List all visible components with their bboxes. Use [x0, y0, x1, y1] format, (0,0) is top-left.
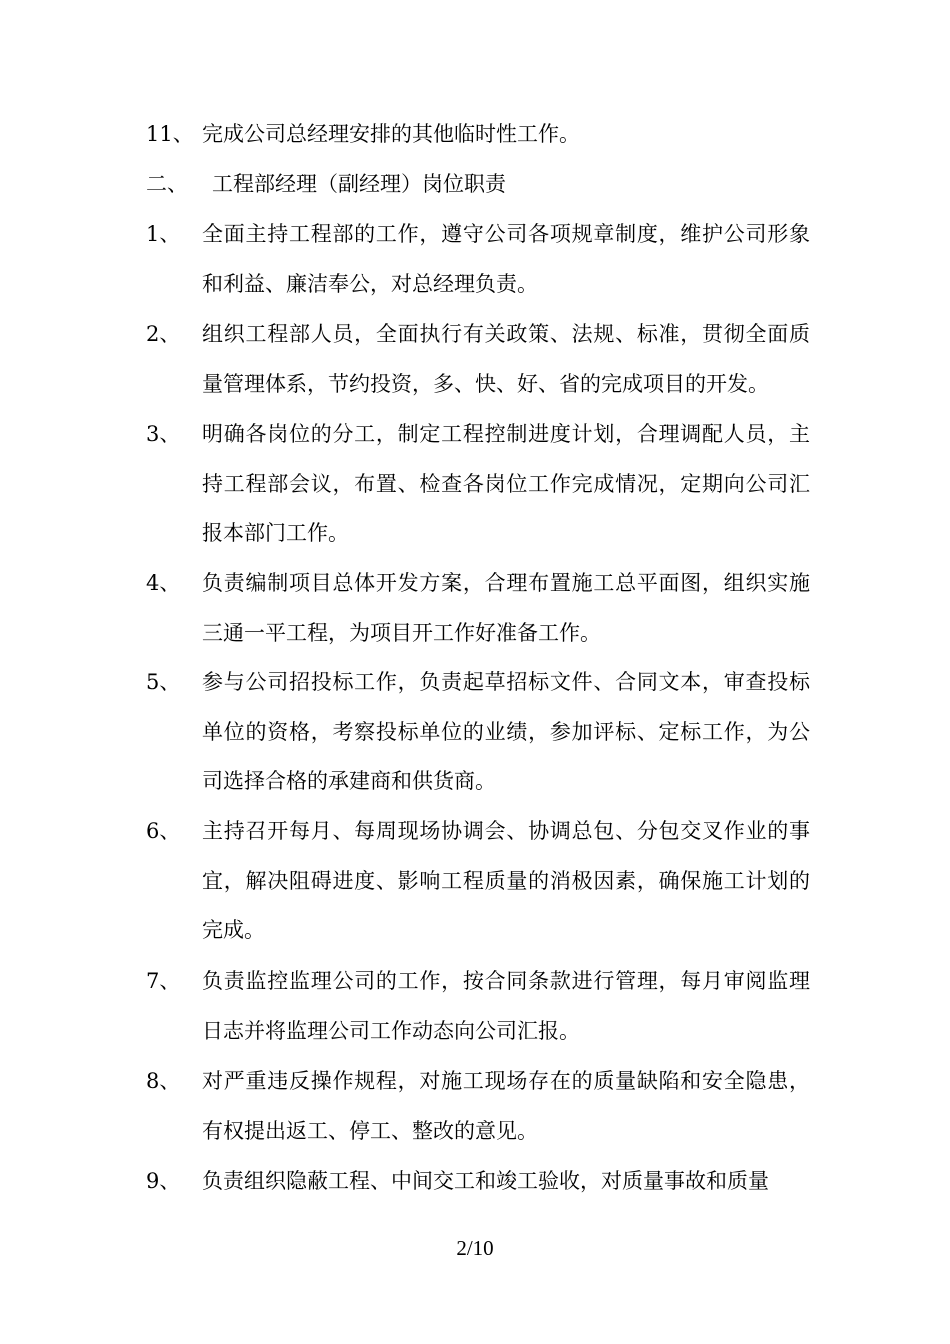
- item-text: 全面主持工程部的工作，遵守公司各项规章制度，维护公司形象和利益、廉洁奉公，对总经理负责。: [202, 222, 810, 296]
- section-title: 工程部经理（副经理）岗位职责: [212, 172, 506, 196]
- list-item: [146, 807, 816, 956]
- item-text: 主持召开每月、每周现场协调会、协调总包、分包交叉作业的事宜，解决阻碍进度、影响工程质量的消极因素，确保施工计划的完成。: [202, 819, 810, 942]
- item-number: 5、: [146, 670, 181, 694]
- item-number: 7、: [146, 969, 181, 993]
- list-item: [146, 658, 816, 807]
- item-text: 组织工程部人员，全面执行有关政策、法规、标准，贯彻全面质量管理体系，节约投资，多、快、好、省的完成项目的开发。: [202, 322, 810, 396]
- list-item: [146, 1057, 816, 1156]
- item-number: 2、: [146, 322, 181, 346]
- section-number: 二、: [146, 172, 188, 196]
- item-number: 4、: [146, 571, 181, 595]
- list-item: [146, 110, 816, 160]
- list-item: [146, 210, 816, 309]
- item-text: 负责编制项目总体开发方案，合理布置施工总平面图，组织实施三通一平工程，为项目开工作好准备工作。: [202, 571, 810, 645]
- item-number: 8、: [146, 1069, 181, 1093]
- item-number: 3、: [146, 422, 181, 446]
- item-text: 明确各岗位的分工，制定工程控制进度计划，合理调配人员，主持工程部会议，布置、检查各岗位工作完成情况，定期向公司汇报本部门工作。: [202, 422, 810, 545]
- page-number: 2/10: [456, 1236, 494, 1260]
- item-number: 11、: [146, 122, 194, 146]
- list-item: [146, 410, 816, 559]
- list-item: [146, 310, 816, 409]
- item-text: 参与公司招投标工作，负责起草招标文件、合同文本，审查投标单位的资格，考察投标单位的业绩，参加评标、定标工作，为公司选择合格的承建商和供货商。: [202, 670, 810, 793]
- item-number: 6、: [146, 819, 181, 843]
- item-text: 对严重违反操作规程，对施工现场存在的质量缺陷和安全隐患，有权提出返工、停工、整改的意见。: [202, 1069, 810, 1143]
- list-item: [146, 559, 816, 658]
- item-number: 1、: [146, 222, 181, 246]
- item-text: 负责监控监理公司的工作，按合同条款进行管理，每月审阅监理日志并将监理公司工作动态向公司汇报。: [202, 969, 810, 1043]
- section-heading: [146, 160, 816, 210]
- item-number: 9、: [146, 1169, 181, 1193]
- item-text: 负责组织隐蔽工程、中间交工和竣工验收，对质量事故和质量: [202, 1169, 769, 1193]
- item-text: 完成公司总经理安排的其他临时性工作。: [202, 122, 580, 146]
- list-item: [146, 957, 816, 1056]
- list-item: [146, 1157, 816, 1207]
